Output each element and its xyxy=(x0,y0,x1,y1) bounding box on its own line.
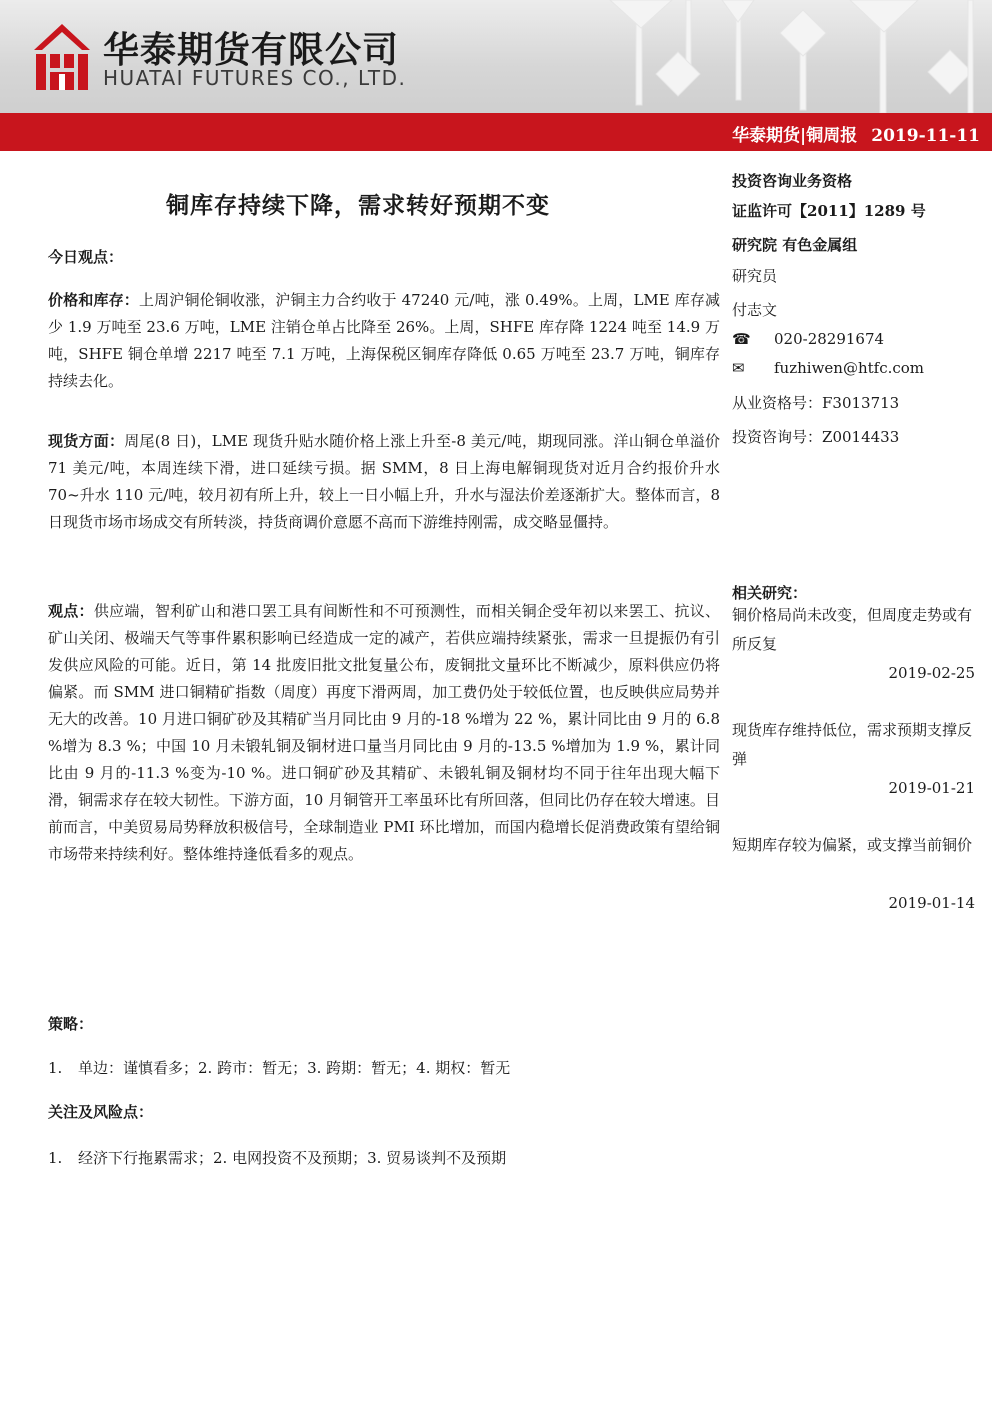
email-icon: ✉ xyxy=(732,359,745,377)
view-label: 观点： xyxy=(48,602,94,620)
related-item-date: 2019-01-14 xyxy=(888,894,975,912)
strategy-item xyxy=(48,1057,510,1078)
price-inventory-text: 上周沪铜伦铜收涨，沪铜主力合约收于 47240 元/吨，涨 0.49%。上周，LME 库存减少 1.9 万吨至 23.6 万吨，LME 注销仓单占比降至 26%。上周，SHFE 库存降 1224 吨至 14.9 万吨，SHFE 铜仓单增 2217 吨至 7.1 万吨，上海保税区铜库存降低 0.65 万吨至 23.7 万吨，铜库存持续去化。 xyxy=(48,291,720,390)
consult-number: Z0014433 xyxy=(822,428,900,446)
view-text: 供应端，智利矿山和港口罢工具有间断性和不可预测性，而相关铜企受年初以来罢工、抗议、矿山关闭、极端天气等事件累积影响已经造成一定的减产，若供应端持续紧张，需求一旦提振仍有引发供应风险的可能。近日，第 14 批废旧批文批复量公布，废铜批文量环比不断减少，原料供应仍将偏紧。而 SMM 进口铜精矿指数（周度）再度下滑两周，加工费仍处于较低位置，也反映供应局势并无大的改善。10 月进口铜矿砂及其精矿当月同比由 9 月的-18 %增为 22 %，累计同比由 9 月的 6.8 %增为 8.3 %；中国 10 月未锻轧铜及铜材进口量当月同比由 9 月的-13.5 %增加为 1.9 %，累计同比由 9 月的-11.3 %变为-10 %。进口铜矿砂及其精矿、未锻轧铜及铜材均不同于往年出现大幅下滑，铜需求存在较大韧性。下游方面，10 月铜管开工率虽环比有所回落，但同比仍存在较大增速。目前而言，中美贸易局势释放积极信号，全球制造业 PMI 环比增加，而国内稳增长促消费政策有望给铜市场带来持续利好。整体维持逢低看多的观点。 xyxy=(48,602,720,863)
strategy-number: 1. xyxy=(48,1059,63,1077)
report-date: 2019-11-11 xyxy=(871,126,980,146)
researcher-name: 付志文 xyxy=(732,301,778,319)
view-paragraph xyxy=(48,598,720,868)
related-research-heading: 相关研究： xyxy=(732,584,808,602)
cert-label: 从业资格号： xyxy=(732,394,823,412)
report-bar-text xyxy=(732,121,980,146)
price-inventory-label: 价格和库存： xyxy=(48,291,139,309)
strategy-text: 单边：谨慎看多；2. 跨市：暂无；3. 跨期：暂无；4. 期权：暂无 xyxy=(78,1059,511,1077)
spot-text: 周尾(8 日)，LME 现货升贴水随价格上涨上升至-8 美元/吨，期现同涨。洋山铜仓单溢价 71 美元/吨，本周连续下滑，进口延续亏损。据 SMM，8 日上海电解铜现货对近月合约报价升水 70~升水 110 元/吨，较月初有所上升，较上一日小幅上升，升水与湿法价差逐渐扩大。整体而言，8 日现货市场市场成交有所转淡，持货商调价意愿不高而下游维持刚需，成交略显僵持。 xyxy=(48,432,720,531)
strategy-heading: 策略： xyxy=(48,1015,94,1033)
consult-row xyxy=(732,426,899,447)
risk-heading: 关注及风险点： xyxy=(48,1103,154,1121)
phone-row xyxy=(732,330,884,348)
company-name-cn: 华泰期货有限公司 xyxy=(103,30,400,71)
report-type: 华泰期货|铜周报 xyxy=(732,126,858,146)
today-view-heading: 今日观点： xyxy=(48,248,124,266)
researcher-role: 研究员 xyxy=(732,267,778,285)
report-title: 铜库存持续下降，需求转好预期不变 xyxy=(166,192,550,219)
cert-row xyxy=(732,392,899,413)
phone-number: 020-28291674 xyxy=(774,330,885,348)
report-bar xyxy=(0,113,992,151)
header-band xyxy=(0,0,992,113)
cert-number: F3013713 xyxy=(822,394,900,412)
consult-label: 投资咨询号： xyxy=(732,428,823,446)
risk-text: 经济下行拖累需求；2. 电网投资不及预期；3. 贸易谈判不及预期 xyxy=(78,1149,507,1167)
department: 研究院 有色金属组 xyxy=(732,236,858,254)
price-inventory-paragraph xyxy=(48,287,720,395)
phone-icon: ☎ xyxy=(732,330,751,348)
related-item-date: 2019-01-21 xyxy=(888,779,975,797)
related-item-date: 2019-02-25 xyxy=(888,664,975,682)
spot-label: 现货方面： xyxy=(48,432,125,450)
spot-paragraph xyxy=(48,428,720,536)
related-item-title[interactable]: 现货库存维持低位，需求预期支撑反弹 xyxy=(732,721,973,768)
related-item-title[interactable]: 短期库存较为偏紧，或支撑当前铜价 xyxy=(732,836,973,854)
email-address[interactable]: fuzhiwen@htfc.com xyxy=(774,359,925,377)
huatai-logo-icon xyxy=(34,24,90,90)
license-number: 证监许可【2011】1289 号 xyxy=(732,202,926,220)
qualification-title: 投资咨询业务资格 xyxy=(732,172,853,190)
company-name-en: HUATAI FUTURES CO., LTD. xyxy=(103,66,407,90)
risk-item xyxy=(48,1147,506,1168)
email-row xyxy=(732,359,924,377)
risk-number: 1. xyxy=(48,1149,63,1167)
related-item-title[interactable]: 铜价格局尚未改变，但周度走势或有所反复 xyxy=(732,606,973,653)
